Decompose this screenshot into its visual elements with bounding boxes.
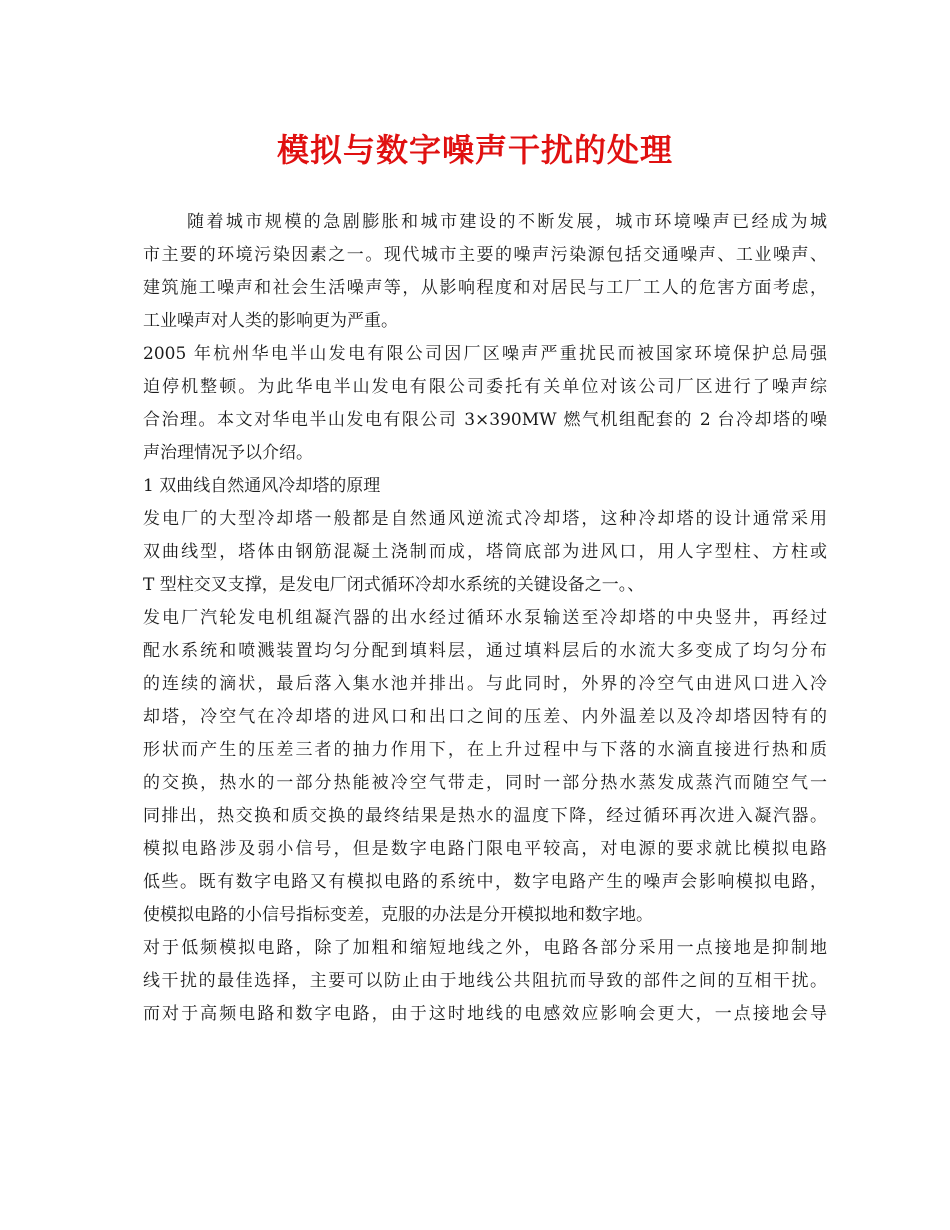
paragraph-line: 迫停机整顿。为此华电半山发电有限公司委托有关单位对该公司厂区进行了噪声综: [143, 377, 827, 397]
paragraph-line: 形状而产生的压差三者的抽力作用下，在上升过程中与下落的水滴直接进行热和质: [143, 740, 827, 760]
paragraph-line: 发电厂的大型冷却塔一般都是自然通风逆流式冷却塔，这种冷却塔的设计通常采用: [143, 509, 827, 529]
document-body: [143, 206, 827, 1031]
paragraph-line: 声治理情况予以介绍。: [143, 443, 313, 463]
paragraph-line: 同排出，热交换和质交换的最终结果是热水的温度下降，经过循环再次进入凝汽器。: [143, 806, 827, 826]
paragraph-line: 却塔，冷空气在冷却塔的进风口和出口之间的压差、内外温差以及冷却塔因特有的: [143, 707, 827, 727]
paragraph-line: T 型柱交叉支撑，是发电厂闭式循环冷却水系统的关键设备之一。、: [143, 575, 645, 595]
paragraph-line: 2005 年杭州华电半山发电有限公司因厂区噪声严重扰民而被国家环境保护总局强: [143, 344, 827, 364]
paragraph-line: 配水系统和喷溅装置均匀分配到填料层，通过填料层后的水流大多变成了均匀分布: [143, 641, 827, 661]
paragraph-line: 随着城市规模的急剧膨胀和城市建设的不断发展，城市环境噪声已经成为城: [187, 212, 827, 232]
paragraph-line: 双曲线型，塔体由钢筋混凝土浇制而成，塔筒底部为进风口，用人字型柱、方柱或: [143, 542, 827, 562]
paragraph-line: 模拟电路涉及弱小信号，但是数字电路门限电平较高，对电源的要求就比模拟电路: [143, 839, 827, 859]
paragraph-line: 线干扰的最佳选择，主要可以防止由于地线公共阻抗而导致的部件之间的互相干扰。: [143, 971, 827, 991]
paragraph-line: 发电厂汽轮发电机组凝汽器的出水经过循环水泵输送至冷却塔的中央竖井，再经过: [143, 608, 827, 628]
paragraph-line: 建筑施工噪声和社会生活噪声等，从影响程度和对居民与工厂工人的危害方面考虑，: [143, 278, 827, 298]
paragraph-line: 合治理。本文对华电半山发电有限公司 3×390MW 燃气机组配套的 2 台冷却塔的噪: [143, 410, 827, 430]
paragraph-line: 对于低频模拟电路，除了加粗和缩短地线之外，电路各部分采用一点接地是抑制地: [143, 938, 827, 958]
paragraph-line: 市主要的环境污染因素之一。现代城市主要的噪声污染源包括交通噪声、工业噪声、: [143, 245, 827, 265]
paragraph-line: 低些。既有数字电路又有模拟电路的系统中，数字电路产生的噪声会影响模拟电路，: [143, 872, 827, 892]
paragraph-line: 的连续的滴状，最后落入集水池并排出。与此同时，外界的冷空气由进风口进入冷: [143, 674, 827, 694]
paragraph-line: 的交换，热水的一部分热能被冷空气带走，同时一部分热水蒸发成蒸汽而随空气一: [143, 773, 827, 793]
section-heading: 1 双曲线自然通风冷却塔的原理: [143, 476, 381, 496]
paragraph-line: 而对于高频电路和数字电路，由于这时地线的电感效应影响会更大，一点接地会导: [143, 1004, 827, 1024]
document-title: 模拟与数字噪声干扰的处理: [276, 131, 673, 169]
paragraph-line: 使模拟电路的小信号指标变差，克服的办法是分开模拟地和数字地。: [143, 905, 653, 925]
paragraph-line: 工业噪声对人类的影响更为严重。: [143, 311, 398, 331]
